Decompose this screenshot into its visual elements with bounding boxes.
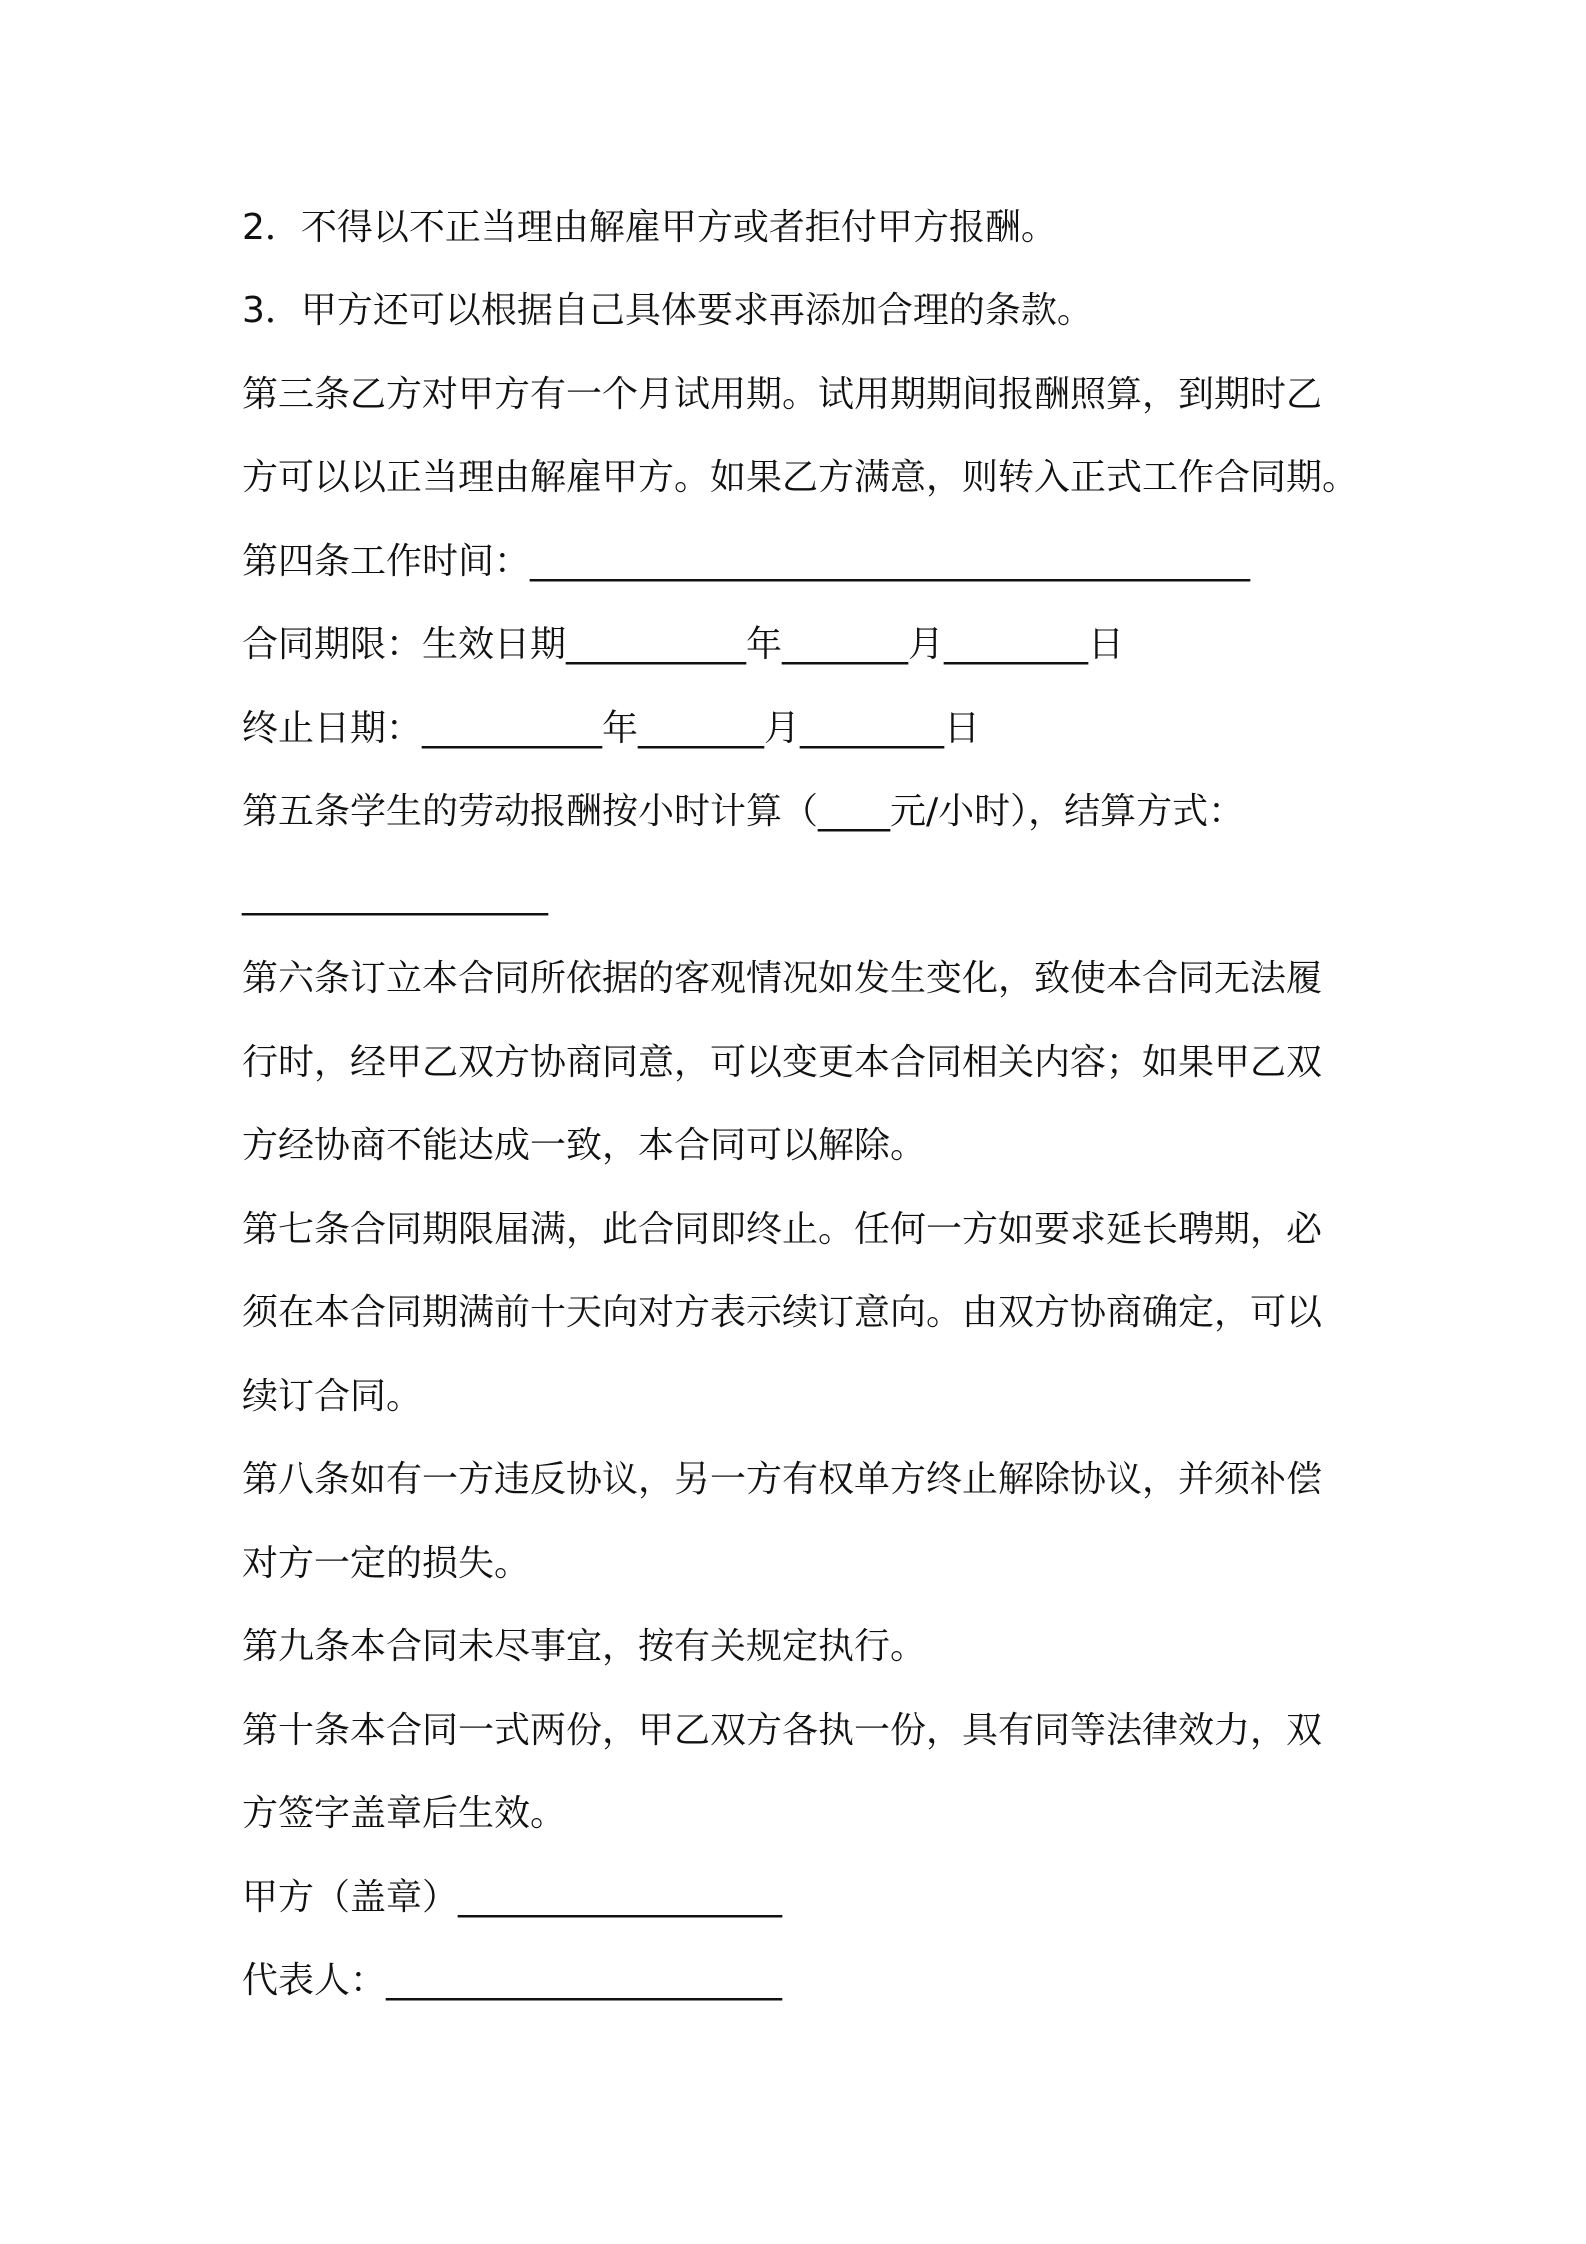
- article-10-line-1: 第十条本合同一式两份，甲乙双方各执一份，具有同等法律效力，双: [242, 1710, 1323, 1751]
- representative-line: 代表人：______________________: [242, 1960, 783, 2001]
- clause-2-text: 2．不得以不正当理由解雇甲方或者拒付甲方报酬。: [242, 207, 1057, 248]
- article-7-line-3: 续订合同。: [242, 1376, 423, 1417]
- contract-term-end: 终止日期：__________年_______月________日: [242, 708, 981, 749]
- article-6-line-3: 方经协商不能达成一致，本合同可以解除。: [242, 1125, 927, 1166]
- article-3-line-1: 第三条乙方对甲方有一个月试用期。试用期期间报酬照算，到期时乙: [242, 374, 1323, 415]
- party-a-seal-line: 甲方（盖章）__________________: [242, 1877, 783, 1918]
- article-8-line-1: 第八条如有一方违反协议，另一方有权单方终止解除协议，并须补偿: [242, 1459, 1323, 1500]
- contract-term-start: 合同期限：生效日期__________年_______月________日: [242, 624, 1125, 665]
- article-10-line-2: 方签字盖章后生效。: [242, 1793, 567, 1834]
- article-5-line-1: 第五条学生的劳动报酬按小时计算（____元/小时），结算方式：: [242, 791, 1245, 832]
- article-6-line-2: 行时，经甲乙双方协商同意，可以变更本合同相关内容；如果甲乙双: [242, 1042, 1323, 1083]
- clause-3-text: 3．甲方还可以根据自己具体要求再添加合理的条款。: [242, 290, 1093, 331]
- article-7-line-2: 须在本合同期满前十天向对方表示续订意向。由双方协商确定，可以: [242, 1292, 1323, 1333]
- article-4-work-time: 第四条工作时间：________________________________________: [242, 541, 1251, 582]
- article-7-line-1: 第七条合同期限届满，此合同即终止。任何一方如要求延长聘期，必: [242, 1209, 1323, 1250]
- article-5-blank: _________________: [242, 875, 548, 916]
- article-6-line-1: 第六条订立本合同所依据的客观情况如发生变化，致使本合同无法履: [242, 958, 1323, 999]
- article-8-line-2: 对方一定的损失。: [242, 1543, 531, 1584]
- article-3-line-2: 方可以以正当理由解雇甲方。如果乙方满意，则转入正式工作合同期。: [242, 457, 1359, 498]
- article-9-text: 第九条本合同未尽事宜，按有关规定执行。: [242, 1626, 927, 1667]
